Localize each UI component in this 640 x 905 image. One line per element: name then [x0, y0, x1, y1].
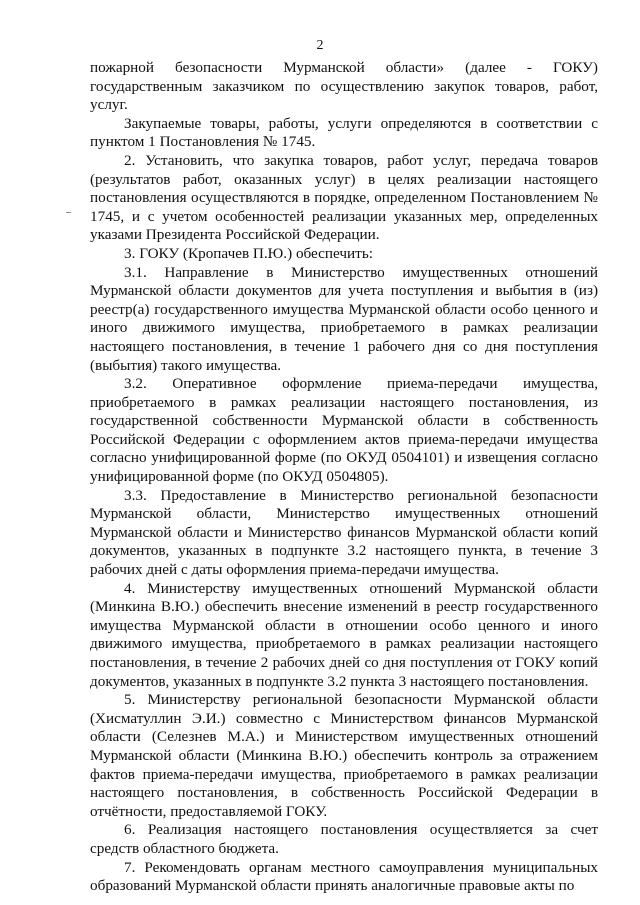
paragraph-continuation: пожарной безопасности Мурманской области» (далее - ГОКУ) государственным заказчиком по осуществлению закупок товаров, работ, услуг.	[90, 59, 598, 114]
page-number: 2	[316, 38, 324, 53]
paragraph-item-5: 5. Министерству региональной безопасности Мурманской области (Хисматуллин Э.И.) совместно с Министерством финансов Мурманской области (Селезнев М.А.) и Министерством имущественных отношений Мурманской области (Минкина В.Ю.) обеспечить контроль за отражением фактов приема-передачи имущества, приобретаемого в рамках реализации настоящего постановления, в собственность Российской Федерации в отчётности, предоставляемой ГОКУ.	[90, 691, 598, 820]
paragraph-purchased-goods: Закупаемые товары, работы, услуги определяются в соответствии с пунктом 1 Постановления № 1745.	[90, 114, 598, 151]
paragraph-item-3-2: 3.2. Оперативное оформление приема-передачи имущества, приобретаемого в рамках реализации настоящего постановления, из государственной собственности Мурманской области в собственность Российской Федерации с оформлением актов приема-передачи имущества согласно унифицированной форме (по ОКУД 0504101) и извещения согласно унифицированной форме (по ОКУД 0504805).	[90, 375, 598, 486]
paragraph-item-7: 7. Рекомендовать органам местного самоуправления муниципальных образований Мурманской области принять аналогичные правовые акты по	[90, 858, 598, 895]
paragraph-item-2: 2. Установить, что закупка товаров, работ услуг, передача товаров (результатов работ, оказанных услуг) в целях реализации настоящего постановления осуществляются в порядке, определенном Постановлением № 1745, и с учетом особенностей реализации указанных мер, определенных указами Президента Российской Федерации.	[90, 151, 598, 244]
paragraph-item-6: 6. Реализация настоящего постановления осуществляется за счет средств областного бюджета.	[90, 821, 598, 857]
document-body	[90, 59, 598, 896]
paragraph-item-3: 3. ГОКУ (Кропачев П.Ю.) обеспечить:	[124, 244, 373, 262]
margin-mark	[66, 212, 71, 213]
paragraph-item-4: 4. Министерству имущественных отношений Мурманской области (Минкина В.Ю.) обеспечить внесение изменений в реестр государственного имущества Мурманской области в отношении особо ценного и иного движимого имущества, приобретаемого в рамках реализации настоящего постановления, в течение 2 рабочих дней со дня поступления от ГОКУ копий документов, указанных в подпункте 3.2 пункта 3 настоящего постановления.	[90, 579, 598, 690]
paragraph-item-3-1: 3.1. Направление в Министерство имущественных отношений Мурманской области документов для учета поступления и выбытия в (из) реестр(а) государственного имущества Мурманской области особо ценного и иного движимого имущества, приобретаемого в рамках реализации настоящего постановления, в течение 1 рабочего дня со дня поступления (выбытия) такого имущества.	[90, 263, 598, 374]
paragraph-item-3-3: 3.3. Предоставление в Министерство региональной безопасности Мурманской области, Министерство имущественных отношений Мурманской области и Министерство финансов Мурманской области копий документов, указанных в подпункте 3.2 настоящего пункта, в течение 3 рабочих дней с даты оформления приема-передачи имущества.	[90, 486, 598, 579]
